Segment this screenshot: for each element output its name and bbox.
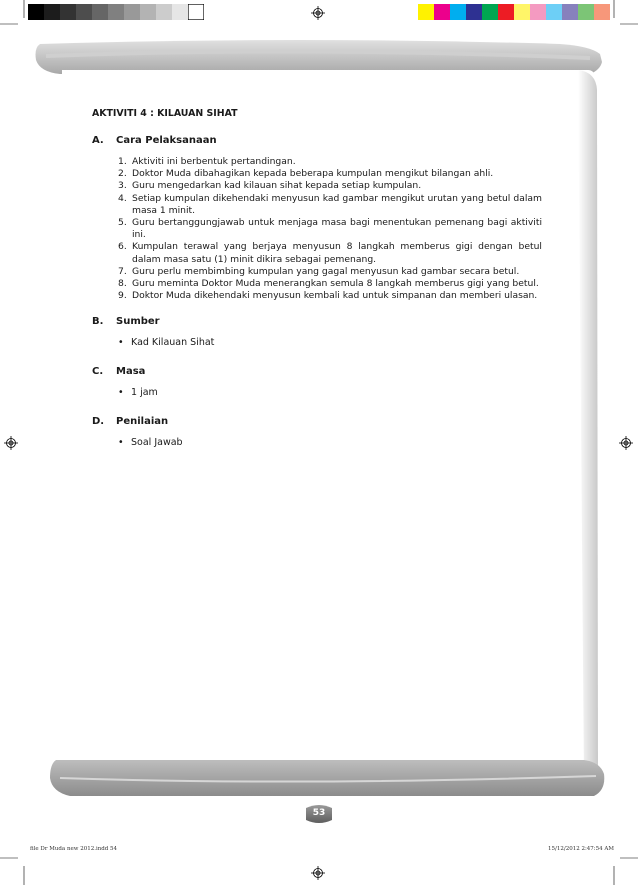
list-item — [118, 266, 542, 278]
step-number: 4. — [118, 192, 127, 204]
section-title: Sumber — [116, 316, 160, 328]
step-text: Kumpulan terawal yang berjaya menyusun 8 langkah memberus gigi dengan betul dalam masa satu (1) minit dikira sebagai pemenang. — [132, 241, 542, 265]
section-letter: C. — [92, 366, 104, 378]
slug-right: 15/12/2012 2:47:54 AM — [548, 846, 615, 852]
list-item — [118, 168, 542, 180]
section-b-heading — [92, 316, 542, 327]
list-item — [118, 180, 542, 192]
step-number: 3. — [118, 180, 127, 192]
list-item — [118, 193, 542, 217]
activity-content — [92, 108, 542, 466]
masa-list — [118, 387, 542, 398]
step-text: Setiap kumpulan dikehendaki menyusun kad gambar mengikut urutan yang betul dalam masa 1 minit. — [132, 192, 542, 216]
list-item — [118, 241, 542, 265]
bullet-icon: • — [118, 437, 124, 449]
step-number: 8. — [118, 278, 127, 290]
step-number: 1. — [118, 156, 127, 167]
list-item — [118, 217, 542, 241]
step-text: Guru mengedarkan kad kilauan sihat kepada setiap kumpulan. — [132, 180, 422, 192]
section-title: Masa — [116, 366, 146, 378]
section-a-heading — [92, 135, 542, 146]
step-text: Guru perlu membimbing kumpulan yang gagal menyusun kad gambar secara betul. — [132, 265, 520, 277]
list-item-text: Kad Kilauan Sihat — [131, 337, 215, 349]
step-text: Guru meminta Doktor Muda menerangkan semula 8 langkah memberus gigi yang betul. — [132, 278, 539, 290]
section-letter: A. — [92, 135, 104, 146]
section-d-heading — [92, 416, 542, 427]
bullet-icon: • — [118, 387, 124, 399]
activity-title: AKTIVITI 4 : KILAUAN SIHAT — [92, 108, 238, 119]
list-item — [118, 387, 542, 398]
step-number: 2. — [118, 168, 127, 180]
list-item-text: 1 jam — [131, 387, 158, 399]
slug-left: file Dr Muda new 2012.indd 54 — [30, 846, 118, 852]
list-item — [118, 278, 542, 290]
penilaian-list — [118, 437, 542, 448]
step-number: 6. — [118, 241, 127, 253]
section-letter: D. — [92, 416, 105, 428]
list-item-text: Soal Jawab — [131, 437, 183, 449]
bullet-icon: • — [118, 337, 124, 349]
step-number: 5. — [118, 217, 127, 229]
list-item — [118, 337, 542, 348]
list-item — [118, 437, 542, 448]
step-text: Guru bertanggungjawab untuk menjaga masa bagi menentukan pemenang bagi aktiviti ini. — [132, 217, 542, 241]
page-number: 53 — [312, 808, 326, 818]
section-title: Penilaian — [116, 416, 169, 428]
section-c-heading — [92, 366, 542, 377]
section-letter: B. — [92, 316, 104, 328]
sumber-list — [118, 337, 542, 348]
step-text: Doktor Muda dikehendaki menyusun kembali kad untuk simpanan dan memberi ulasan. — [132, 290, 538, 302]
list-item — [118, 290, 542, 302]
steps-list — [118, 156, 542, 302]
step-number: 7. — [118, 265, 127, 277]
list-item — [118, 156, 542, 168]
step-number: 9. — [118, 290, 127, 302]
section-title: Cara Pelaksanaan — [116, 135, 217, 146]
step-text: Aktiviti ini berbentuk pertandingan. — [132, 156, 296, 167]
step-text: Doktor Muda dibahagikan kepada beberapa kumpulan mengikut bilangan ahli. — [132, 168, 494, 180]
